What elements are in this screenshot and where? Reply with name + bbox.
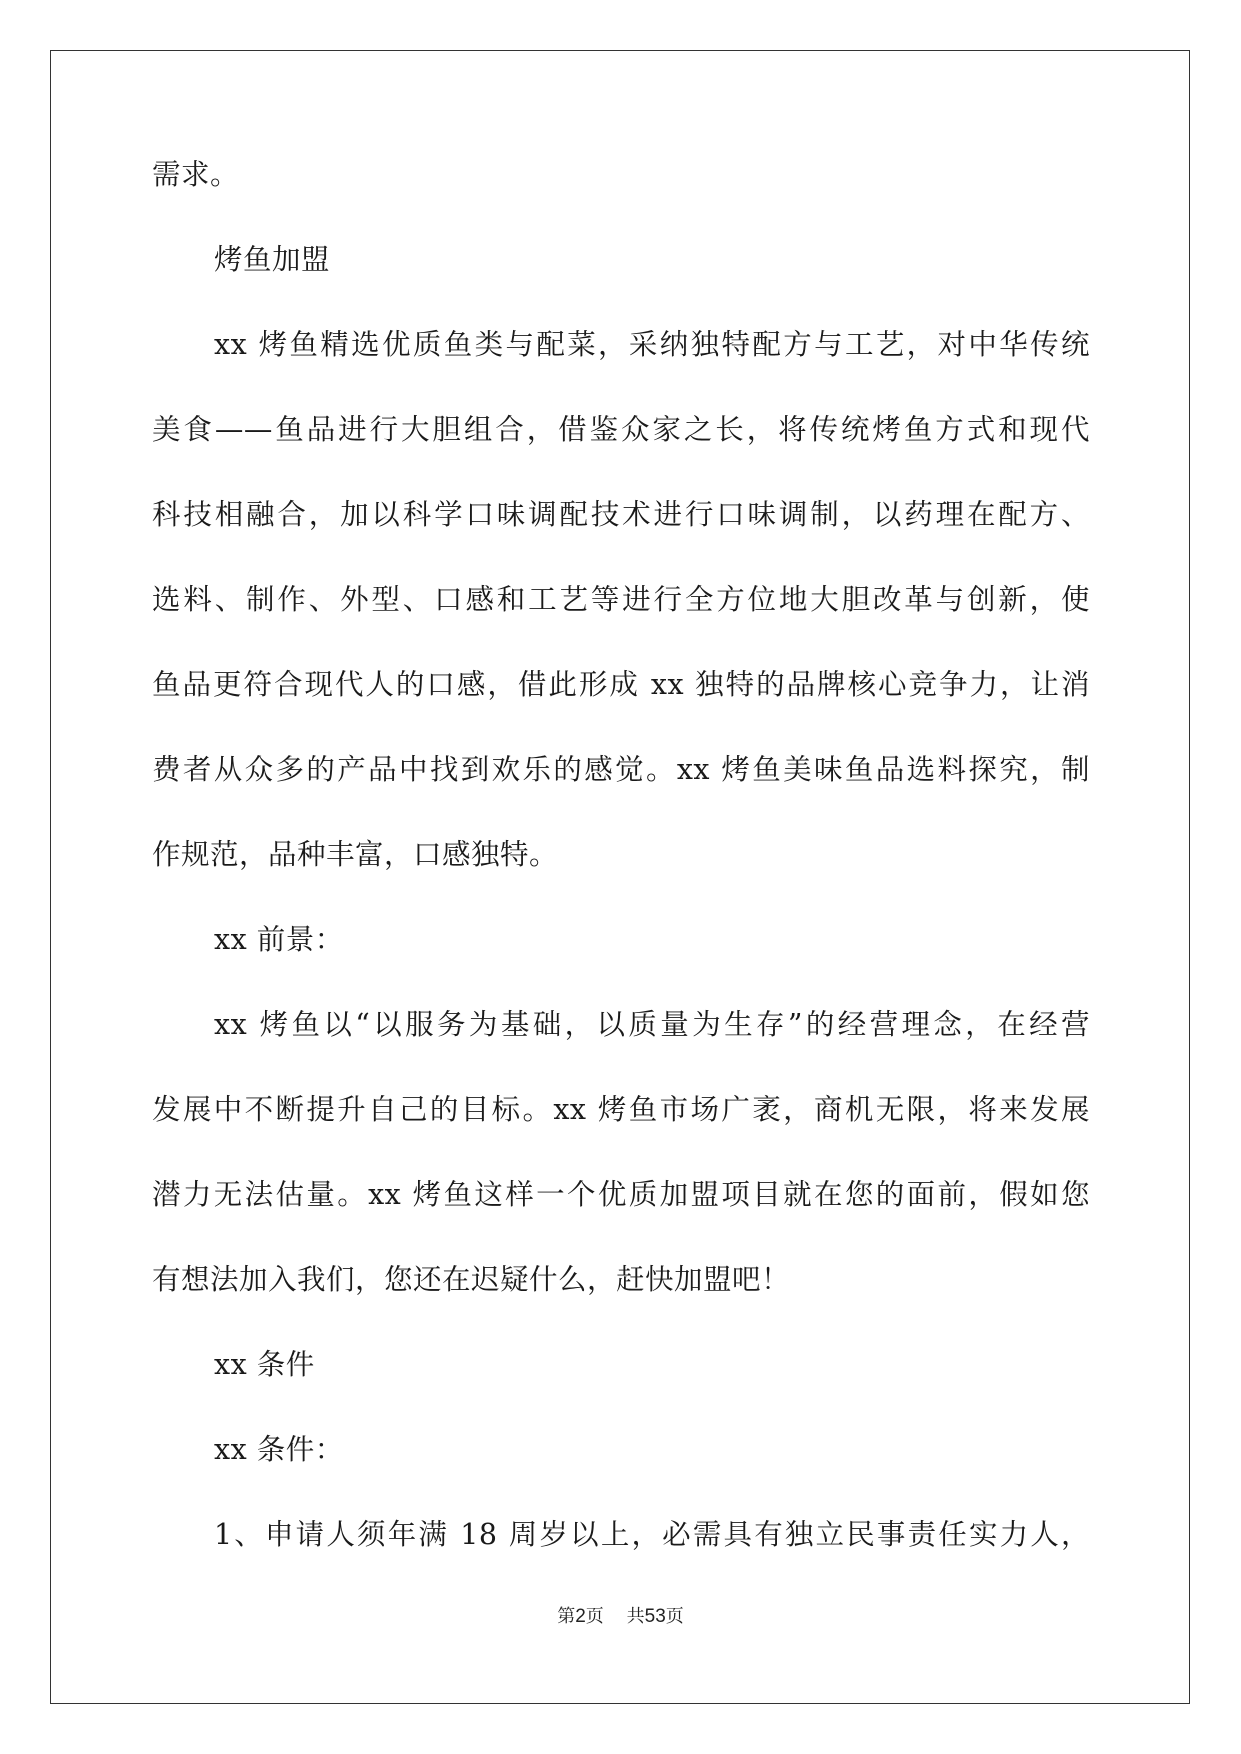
footer-middle: 页 共 (585, 1606, 645, 1627)
text-line: 费者从众多的产品中找到欢乐的感觉。xx 烤鱼美味鱼品选料探究，制 (152, 753, 1090, 786)
text-line: xx 前景： (214, 923, 344, 956)
text-line: 1、申请人须年满 18 周岁以上，必需具有独立民事责任实力人， (214, 1518, 1090, 1551)
text-line: 潜力无法估量。xx 烤鱼这样一个优质加盟项目就在您的面前，假如您 (152, 1178, 1090, 1211)
text-line: 需求。 (152, 158, 240, 191)
text-line: 科技相融合，加以科学口味调配技术进行口味调制，以药理在配方、 (152, 498, 1090, 531)
text-line: xx 条件： (214, 1433, 344, 1466)
text-line: xx 条件 (214, 1348, 315, 1381)
text-line: xx 烤鱼精选优质鱼类与配菜，采纳独特配方与工艺，对中华传统 (214, 328, 1090, 361)
text-line: 美食——鱼品进行大胆组合，借鉴众家之长，将传统烤鱼方式和现代 (152, 413, 1090, 446)
text-line: 烤鱼加盟 (214, 243, 331, 276)
text-line: 鱼品更符合现代人的口感，借此形成 xx 独特的品牌核心竞争力，让消 (152, 668, 1090, 701)
text-line: xx 烤鱼以“以服务为基础，以质量为生存”的经营理念，在经营 (214, 1008, 1090, 1041)
text-line: 选料、制作、外型、口感和工艺等进行全方位地大胆改革与创新，使 (152, 583, 1090, 616)
current-page-number: 2 (575, 1606, 586, 1627)
total-page-count: 53 (644, 1606, 666, 1627)
document-body (152, 160, 1090, 1577)
footer-suffix: 页 (665, 1606, 684, 1627)
text-line: 作规范，品种丰富，口感独特。 (152, 838, 559, 871)
page-footer (0, 1602, 1241, 1628)
footer-prefix: 第 (557, 1606, 576, 1627)
text-line: 发展中不断提升自己的目标。xx 烤鱼市场广袤，商机无限，将来发展 (152, 1093, 1090, 1126)
text-line: 有想法加入我们，您还在迟疑什么，赶快加盟吧！ (152, 1263, 791, 1296)
